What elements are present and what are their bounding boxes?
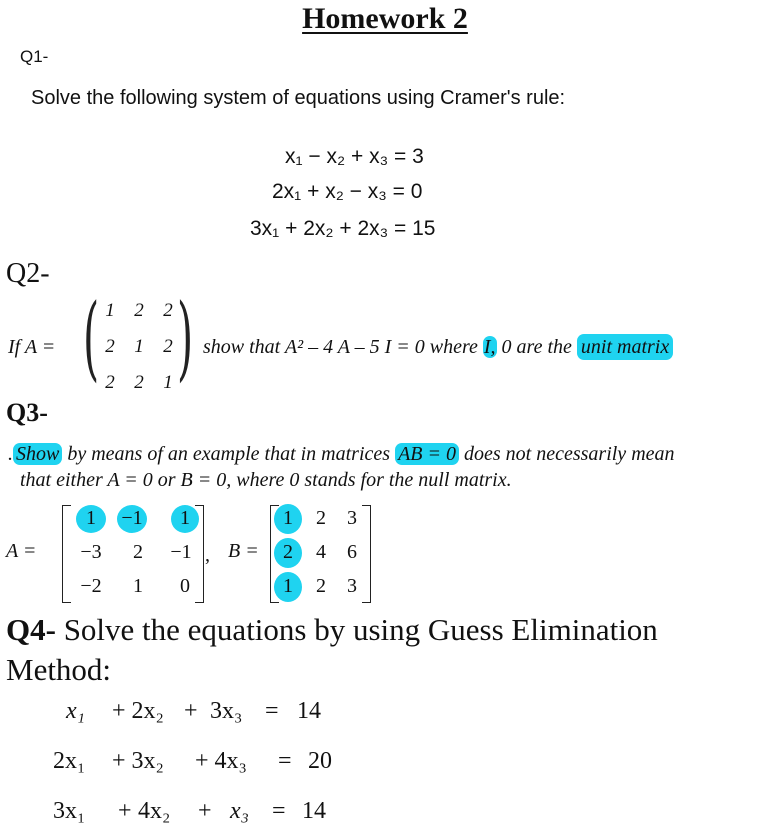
q4-eq1-term: 14 <box>297 698 321 724</box>
q1-equation-3: 3x₁ + 2x₂ + 2x₃ = 15 <box>250 217 436 240</box>
q2-right-paren: ) <box>177 284 194 391</box>
q4-eq1-term: x₁ <box>66 698 85 724</box>
q2-symbol-i: I, <box>483 336 496 358</box>
q4-heading <box>6 612 658 648</box>
q2-matrix-cell: 1 <box>134 336 144 357</box>
q3-matrix-b-cell: 4 <box>316 541 326 563</box>
q4-eq1-term: 3x₃ <box>210 698 243 724</box>
q2-text-middle: 0 are the <box>496 336 577 358</box>
q2-text-before: show that A² – 4 A – 5 I = 0 where <box>203 336 483 358</box>
q2-matrix-cell: 2 <box>163 336 173 357</box>
q3-matrix-a-cell: −1 <box>170 541 192 563</box>
q4-prompt: Solve the equations by using Guess Elimination <box>55 612 658 647</box>
q2-matrix-cell: 2 <box>105 336 115 357</box>
q3-matrix-a-cell: 1 <box>86 507 96 529</box>
q4-eq2-term: = <box>278 748 292 774</box>
q2-matrix-cell: 2 <box>105 372 115 393</box>
q4-label: Q4- <box>6 612 56 647</box>
q3-matrix-b-cell: 3 <box>347 507 357 529</box>
q4-eq1-term: + <box>184 698 198 724</box>
q3-matrix-a-cell: −2 <box>80 575 102 597</box>
q3-label: Q3- <box>6 398 48 427</box>
q2-label: Q2- <box>6 258 50 289</box>
q3-b-label: B = <box>228 540 259 562</box>
q3-matrix-a-left-bracket <box>62 505 71 603</box>
q4-prompt-line-2: Method: <box>6 652 112 687</box>
q3-matrix-b-cell: 3 <box>347 575 357 597</box>
q3-matrix-b-cell: 1 <box>283 507 293 529</box>
q4-eq3-term: = <box>272 798 286 824</box>
q3-matrix-b-cell: 6 <box>347 541 357 563</box>
q3-line-2: that either A = 0 or B = 0, where 0 stands for the null matrix. <box>20 469 512 491</box>
q3-matrix-a-cell: 1 <box>180 507 190 529</box>
q2-matrix-cell: 1 <box>105 300 115 321</box>
q3-matrix-b-cell: 2 <box>283 541 293 563</box>
q2-highlight-unit-matrix: unit matrix <box>577 334 673 360</box>
q4-eq3-term: 14 <box>302 798 326 824</box>
q2-left-paren: ( <box>83 284 100 391</box>
q4-eq3-term: + <box>198 798 212 824</box>
q3-a-label: A = <box>6 540 37 562</box>
q3-matrix-a-cell: −3 <box>80 541 102 563</box>
q1-prompt: Solve the following system of equations using Cramer's rule: <box>31 87 566 109</box>
q2-if-a: If A = <box>8 336 56 358</box>
q3-matrix-a-cell: 2 <box>133 541 143 563</box>
q4-eq3-term: 4x₂ <box>138 798 171 824</box>
q4-eq2-term: + 4x₃ <box>195 748 247 774</box>
q3-matrix-b-cell: 2 <box>316 575 326 597</box>
q3-matrix-a-cell: 0 <box>180 575 190 597</box>
q2-matrix-cell: 1 <box>163 372 173 393</box>
page-title <box>0 2 770 36</box>
q3-ab-zero-highlight: AB = 0 <box>395 443 459 465</box>
q3-matrix-a-cell: −1 <box>121 507 143 529</box>
q3-line-1: . Show by means of an example that in matrices AB = 0 does not necessarily mean <box>8 443 675 465</box>
q4-eq2-term: 2x₁ <box>53 748 86 774</box>
q4-eq3-term: x₃ <box>230 798 249 824</box>
q4-eq3-term: 3x₁ <box>53 798 86 824</box>
q3-comma: , <box>205 544 210 566</box>
q4-eq3-term: + <box>118 798 132 824</box>
q3-show-highlight: Show <box>13 443 62 465</box>
q3-matrix-b-cell: 1 <box>283 575 293 597</box>
q1-label: Q1- <box>20 47 49 66</box>
q3-line1-a: by means of an example that in matrices <box>62 443 396 465</box>
q4-eq1-term: = <box>265 698 279 724</box>
q1-equation-2: 2x₁ + x₂ − x₃ = 0 <box>272 180 423 203</box>
q2-matrix-cell: 2 <box>134 300 144 321</box>
q2-statement <box>203 336 673 359</box>
q2-matrix-cell: 2 <box>163 300 173 321</box>
q4-eq2-term: 20 <box>308 748 332 774</box>
q2-matrix-cell: 2 <box>134 372 144 393</box>
page-title-text: Homework 2 <box>302 2 468 35</box>
q3-line1-b: does not necessarily mean <box>459 443 675 465</box>
q4-eq1-term: + 2x₂ <box>112 698 164 724</box>
q3-matrix-b-cell: 2 <box>316 507 326 529</box>
q4-eq2-term: + 3x₂ <box>112 748 164 774</box>
q3-matrix-a-cell: 1 <box>133 575 143 597</box>
q1-equation-1: x₁ − x₂ + x₃ = 3 <box>285 145 424 168</box>
